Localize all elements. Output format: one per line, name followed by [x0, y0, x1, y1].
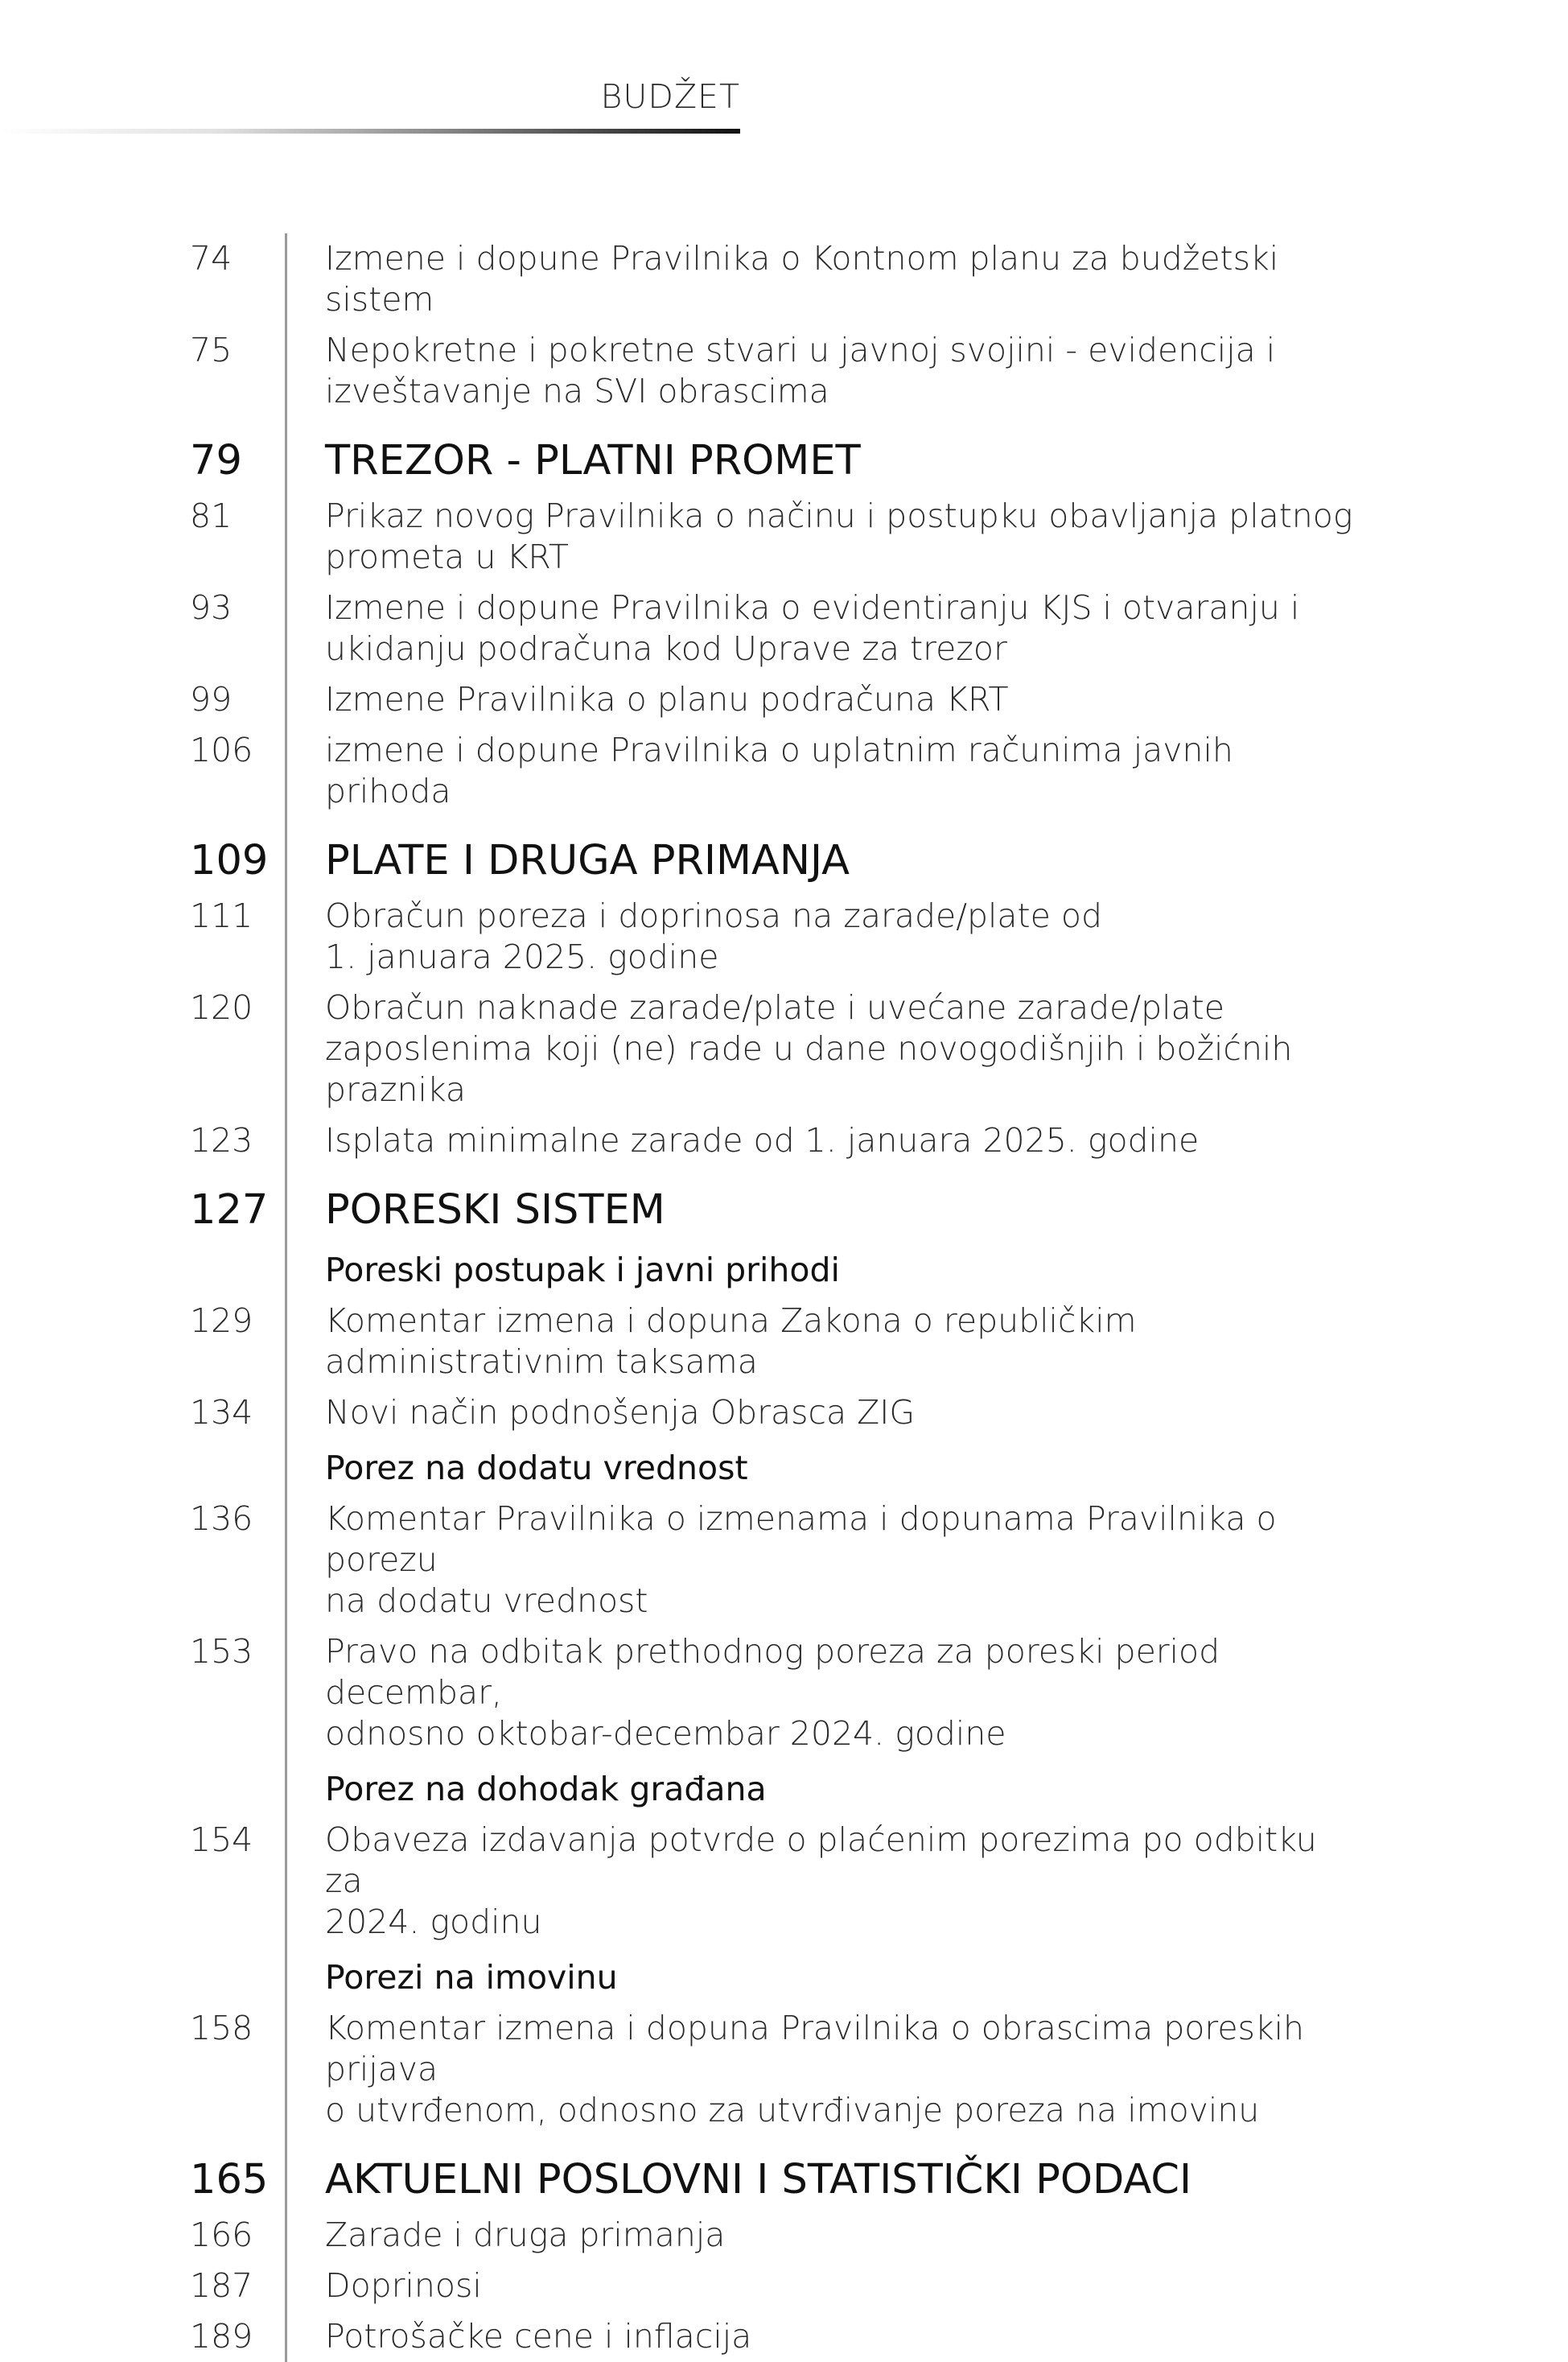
toc-title: Pravo na odbitak prethodnog poreza za poreski period decembar, odnosno oktobar-decembar 2024. godine: [325, 1632, 1220, 1753]
toc-title: Izmene Pravilnika o planu podračuna KRT: [325, 680, 1009, 719]
toc-title: Isplata minimalne zarade od 1. januara 2025. godine: [325, 1121, 1200, 1160]
toc-page-number: 165: [190, 2156, 269, 2203]
toc-page-number: [190, 1240, 285, 1296]
toc-section: [190, 817, 1364, 891]
toc-page-number: 74: [190, 239, 233, 278]
toc-page-number: 136: [190, 1499, 253, 1538]
header-rule: [0, 129, 740, 134]
toc-entry: [190, 233, 1364, 325]
toc-title: Nepokretne i pokretne stvari u javnoj svojini - evidencija i izveštavanje na SVI obrascima: [325, 331, 1276, 410]
toc-subsection: [190, 1240, 1364, 1296]
toc-entry: [190, 1387, 1364, 1438]
toc-page-number: 109: [190, 837, 269, 884]
toc-page-number: 120: [190, 988, 253, 1027]
toc-page-number: [190, 1948, 285, 2003]
toc-title: Prikaz novog Pravilnika o načinu i postupku obavljanja platnog prometa u KRT: [325, 497, 1353, 576]
toc-title: Porez na dodatu vrednost: [325, 1449, 748, 1487]
toc-title: Obaveza izdavanja potvrde o plaćenim porezima po odbitku za 2024. godinu: [325, 1820, 1317, 1941]
toc-title: Novi način podnošenja Obrasca ZIG: [325, 1393, 916, 1432]
toc-section: [190, 417, 1364, 491]
toc-page-number: 111: [190, 897, 253, 935]
toc-subsection: [190, 1948, 1364, 2003]
toc-entry: [190, 583, 1364, 674]
toc-page-number: 123: [190, 1121, 253, 1160]
toc-section: [190, 2136, 1364, 2210]
toc-subsection: [190, 1759, 1364, 1815]
toc-title: TREZOR - PLATNI PROMET: [325, 437, 861, 484]
toc-subsection: [190, 1438, 1364, 1494]
toc-page-number: 99: [190, 680, 233, 719]
toc-title: izmene i dopune Pravilnika o uplatnim računima javnih prihoda: [325, 731, 1233, 810]
toc-page-number: 129: [190, 1301, 253, 1340]
toc-entry: [190, 891, 1364, 983]
toc-entry: [190, 2210, 1364, 2261]
toc-title: PLATE I DRUGA PRIMANJA: [325, 837, 850, 884]
table-of-contents: [190, 233, 1364, 2362]
toc-title: Izmene i dopune Pravilnika o Kontnom planu za budžetski sistem: [325, 239, 1279, 319]
toc-title: Porezi na imovinu: [325, 1958, 618, 1997]
toc-entry: [190, 1626, 1364, 1759]
toc-entry: [190, 2003, 1364, 2136]
toc-page-number: 158: [190, 2009, 253, 2047]
toc-page-number: 93: [190, 588, 233, 627]
toc-title: AKTUELNI POSLOVNI I STATISTIČKI PODACI: [325, 2156, 1192, 2203]
toc-title: Zarade i druga primanja: [325, 2216, 726, 2254]
running-header-title: BUDŽET: [600, 77, 740, 116]
toc-title: Komentar izmena i dopuna Zakona o republičkim administrativnim taksama: [325, 1301, 1137, 1381]
toc-entry: [190, 2311, 1364, 2362]
toc-page-number: 79: [190, 437, 242, 484]
toc-page-number: 106: [190, 731, 253, 769]
toc-page-number: 189: [190, 2317, 253, 2356]
toc-title: Obračun naknade zarade/plate i uvećane zarade/plate zaposlenima koji (ne) rade u dane novogodišnjih i božićnih praznika: [325, 988, 1293, 1109]
toc-entry: [190, 725, 1364, 817]
toc-entry: [190, 2261, 1364, 2311]
toc-title: PORESKI SISTEM: [325, 1186, 665, 1234]
toc-section: [190, 1166, 1364, 1240]
toc-title: Porez na dohodak građana: [325, 1770, 767, 1808]
toc-entry: [190, 1115, 1364, 1166]
toc-title: Komentar izmena i dopuna Pravilnika o obrascima poreskih prijava o utvrđenom, odnosno za utvrđivanje poreza na imovinu: [325, 2009, 1305, 2129]
toc-title: Poreski postupak i javni prihodi: [325, 1251, 840, 1289]
toc-page-number: [190, 1438, 285, 1494]
toc-entry: [190, 325, 1364, 417]
toc-title: Doprinosi: [325, 2266, 482, 2305]
toc-entry: [190, 983, 1364, 1115]
toc-page-number: 127: [190, 1186, 269, 1234]
toc-page-number: 166: [190, 2216, 253, 2254]
toc-page-number: 134: [190, 1393, 253, 1432]
toc-entry: [190, 1494, 1364, 1626]
toc-title: Obračun poreza i doprinosa na zarade/plate od 1. januara 2025. godine: [325, 897, 1103, 976]
toc-entry: [190, 1815, 1364, 1948]
toc-entry: [190, 674, 1364, 725]
toc-page-number: 187: [190, 2266, 253, 2305]
toc-title: Potrošačke cene i inflacija: [325, 2317, 752, 2356]
toc-page-number: 81: [190, 497, 233, 535]
toc-entry: [190, 491, 1364, 583]
toc-entry: [190, 1296, 1364, 1387]
toc-title: Izmene i dopune Pravilnika o evidentiranju KJS i otvaranju i ukidanju podračuna kod Uprave za trezor: [325, 588, 1300, 668]
toc-title: Komentar Pravilnika o izmenama i dopunama Pravilnika o porezu na dodatu vrednost: [325, 1499, 1277, 1620]
toc-page-number: 154: [190, 1820, 253, 1859]
toc-page-number: [190, 1759, 285, 1815]
toc-page-number: 75: [190, 331, 233, 369]
toc-page-number: 153: [190, 1632, 253, 1671]
